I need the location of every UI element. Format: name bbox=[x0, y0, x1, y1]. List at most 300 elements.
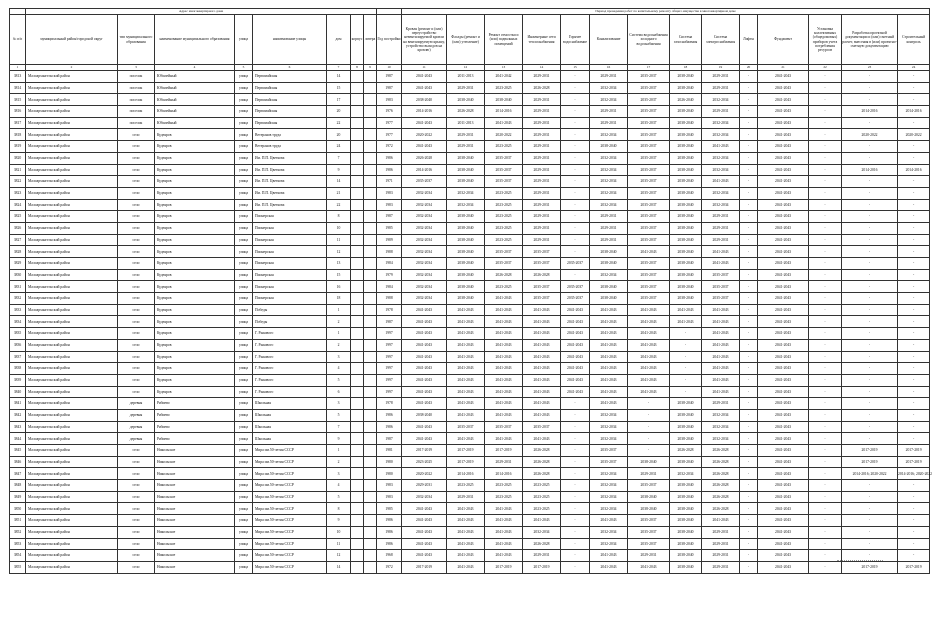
column-header: Лифты bbox=[740, 15, 758, 65]
table-cell: 2041-2043 bbox=[758, 445, 809, 457]
table-cell: - bbox=[898, 433, 930, 445]
table-cell: 3833 bbox=[10, 304, 26, 316]
table-cell: село bbox=[118, 211, 155, 223]
table-cell: улица bbox=[235, 71, 253, 83]
table-cell: село bbox=[118, 328, 155, 340]
table-cell: - bbox=[809, 129, 842, 141]
table-cell: 2041-2043 bbox=[758, 351, 809, 363]
table-cell: Им. П.П. Цветкова bbox=[253, 199, 327, 211]
table-cell: - bbox=[809, 374, 842, 386]
table-cell: - bbox=[898, 374, 930, 386]
table-cell: Кудеяров bbox=[155, 258, 235, 270]
table-cell: Кудеяров bbox=[155, 316, 235, 328]
table-cell: - bbox=[898, 141, 930, 153]
table-cell: 2020-2022 bbox=[842, 129, 898, 141]
table-cell: 3836 bbox=[10, 339, 26, 351]
table-cell: 2041-2043 bbox=[758, 269, 809, 281]
table-cell: 2041-2043 bbox=[628, 386, 670, 398]
table-cell: Мира им.50-летия СССР bbox=[253, 480, 327, 492]
table-cell: 2029-2031 bbox=[590, 71, 628, 83]
table-cell: 1984 bbox=[377, 258, 402, 270]
table-cell: Никольское bbox=[155, 468, 235, 480]
table-cell bbox=[364, 550, 377, 562]
table-cell: 2041-2043 bbox=[402, 526, 447, 538]
table-row bbox=[10, 339, 930, 351]
table-cell: 2029-2031 bbox=[702, 222, 740, 234]
table-cell: 2041-2043 bbox=[702, 176, 740, 188]
table-cell: 2035-2037 bbox=[523, 293, 561, 305]
table-cell: 2035-2037 bbox=[447, 421, 485, 433]
table-cell: 3814 bbox=[10, 82, 26, 94]
table-cell: - bbox=[898, 199, 930, 211]
table-cell: - bbox=[740, 351, 758, 363]
table-row bbox=[10, 351, 930, 363]
table-cell: 2026-2028 bbox=[485, 269, 523, 281]
table-cell: 2035-2037 bbox=[628, 71, 670, 83]
table-cell: 2041-2043 bbox=[702, 328, 740, 340]
table-cell: - bbox=[842, 374, 898, 386]
table-cell: 2041-2043 bbox=[523, 398, 561, 410]
table-cell: улица bbox=[235, 281, 253, 293]
table-cell bbox=[364, 106, 377, 118]
table-cell: - bbox=[842, 141, 898, 153]
table-cell: 2041-2043 bbox=[758, 234, 809, 246]
table-cell: деревня bbox=[118, 421, 155, 433]
table-cell: 2035-2037 bbox=[628, 269, 670, 281]
table-cell: улица bbox=[235, 176, 253, 188]
table-cell: 2041-2043 bbox=[561, 304, 590, 316]
table-cell: 2038-2040 bbox=[670, 561, 702, 573]
table-cell: Малоархангельский район bbox=[26, 129, 118, 141]
table-cell: 2014-2016 bbox=[898, 106, 930, 118]
table-cell: 2029-2031 bbox=[590, 211, 628, 223]
table-cell: 3816 bbox=[10, 106, 26, 118]
table-cell: Никольское bbox=[155, 515, 235, 527]
table-cell: 2032-2034 bbox=[402, 293, 447, 305]
table-cell: 2041-2043 bbox=[485, 339, 523, 351]
table-cell: 2041-2043 bbox=[758, 363, 809, 375]
table-cell: 2041-2043 bbox=[670, 304, 702, 316]
table-cell: 7 bbox=[327, 152, 351, 164]
table-cell: - bbox=[628, 445, 670, 457]
table-cell: 3815 bbox=[10, 94, 26, 106]
table-cell: 1976 bbox=[377, 106, 402, 118]
table-cell: 20 bbox=[327, 129, 351, 141]
table-cell: Кудеяров bbox=[155, 374, 235, 386]
table-row bbox=[10, 293, 930, 305]
table-cell: - bbox=[740, 117, 758, 129]
table-cell: Пионерская bbox=[253, 246, 327, 258]
table-cell: 1989 bbox=[377, 234, 402, 246]
table-cell: 2023-2025 bbox=[485, 234, 523, 246]
table-cell: - bbox=[740, 304, 758, 316]
table-cell: село bbox=[118, 269, 155, 281]
table-cell: 2035-2037 bbox=[485, 164, 523, 176]
table-cell: Никольское bbox=[155, 445, 235, 457]
table-cell: 1997 bbox=[377, 328, 402, 340]
table-cell: 2041-2043 bbox=[758, 538, 809, 550]
table-cell: - bbox=[809, 199, 842, 211]
table-cell: 2032-2034 bbox=[590, 421, 628, 433]
table-cell: улица bbox=[235, 503, 253, 515]
table-cell: 2032-2034 bbox=[702, 433, 740, 445]
table-cell: 2035-2037 bbox=[485, 258, 523, 270]
table-cell: 2038-2040 bbox=[447, 176, 485, 188]
table-cell bbox=[351, 374, 364, 386]
table-cell: улица bbox=[235, 363, 253, 375]
table-cell bbox=[364, 187, 377, 199]
table-cell: Мира им.50-летия СССР bbox=[253, 445, 327, 457]
table-cell: 2020-2022 bbox=[898, 129, 930, 141]
table-cell: - bbox=[809, 351, 842, 363]
table-cell bbox=[351, 281, 364, 293]
table-cell: 2017-2019 bbox=[898, 456, 930, 468]
table-cell: 2041-2043 bbox=[590, 316, 628, 328]
table-cell: - bbox=[740, 258, 758, 270]
table-cell: 2041-2043 bbox=[485, 398, 523, 410]
table-cell: 2029-2031 bbox=[523, 222, 561, 234]
table-cell: - bbox=[898, 269, 930, 281]
address-group-header: Адрес многоквартирного дома bbox=[26, 9, 377, 15]
table-cell: 2041-2043 bbox=[702, 246, 740, 258]
column-header: наименование муниципального образования bbox=[155, 15, 235, 65]
table-cell: 2035-2037 bbox=[485, 246, 523, 258]
table-cell: 4 bbox=[327, 363, 351, 375]
table-cell bbox=[364, 141, 377, 153]
table-cell: Малоархангельский район bbox=[26, 211, 118, 223]
table-cell: 3842 bbox=[10, 409, 26, 421]
table-cell: - bbox=[670, 339, 702, 351]
table-cell: 6 bbox=[327, 386, 351, 398]
table-cell: 2032-2034 bbox=[402, 269, 447, 281]
table-cell: 2032-2034 bbox=[670, 468, 702, 480]
table-cell: 2014-2016; 2020-2022 bbox=[842, 468, 898, 480]
table-cell: 2023-2025 bbox=[523, 491, 561, 503]
table-cell: Победы bbox=[253, 316, 327, 328]
table-cell: - bbox=[740, 316, 758, 328]
table-cell: поселок bbox=[118, 106, 155, 118]
table-cell: 2041-2043 bbox=[402, 328, 447, 340]
table-cell: 2029-2031 bbox=[523, 117, 561, 129]
table-cell: Никольское bbox=[155, 480, 235, 492]
table-cell bbox=[364, 386, 377, 398]
table-cell: 2041-2043 bbox=[485, 374, 523, 386]
table-cell: 2041-2043 bbox=[447, 550, 485, 562]
table-cell: 2041-2043 bbox=[758, 129, 809, 141]
table-cell: 2026-2040 bbox=[670, 94, 702, 106]
table-cell: 2017-2019 bbox=[523, 561, 561, 573]
table-cell bbox=[364, 456, 377, 468]
table-cell: 2014-2016 bbox=[402, 106, 447, 118]
table-cell: 1972 bbox=[377, 141, 402, 153]
table-cell: 1997 bbox=[377, 351, 402, 363]
table-cell: - bbox=[842, 117, 898, 129]
table-cell: - bbox=[628, 433, 670, 445]
column-number: 16 bbox=[590, 65, 628, 71]
table-cell: Малоархангельский район bbox=[26, 491, 118, 503]
table-cell bbox=[364, 94, 377, 106]
table-cell: Кудеяров bbox=[155, 363, 235, 375]
table-cell: 2041-2043 bbox=[447, 433, 485, 445]
table-cell: 2029-2031 bbox=[485, 456, 523, 468]
table-cell: 2038-2040 bbox=[670, 129, 702, 141]
table-cell: улица bbox=[235, 269, 253, 281]
table-row bbox=[10, 409, 930, 421]
table-cell: Кудеяров bbox=[155, 129, 235, 141]
table-cell: 2041-2043 bbox=[758, 480, 809, 492]
table-row bbox=[10, 421, 930, 433]
table-cell: 2026-2028 bbox=[702, 445, 740, 457]
table-cell: Мира им.50-летия СССР bbox=[253, 468, 327, 480]
table-cell: 14 bbox=[327, 561, 351, 573]
table-cell: 2035-2037 bbox=[628, 234, 670, 246]
table-cell: 2041-2043 bbox=[590, 386, 628, 398]
table-cell: Никольское bbox=[155, 538, 235, 550]
table-cell: 2041-2043 bbox=[447, 328, 485, 340]
table-cell: 1997 bbox=[377, 339, 402, 351]
table-cell: 3823 bbox=[10, 187, 26, 199]
column-number: 15 bbox=[561, 65, 590, 71]
table-cell: Мира им.50-летия СССР bbox=[253, 561, 327, 573]
table-cell: 2026-2028 bbox=[523, 445, 561, 457]
table-cell: - bbox=[561, 445, 590, 457]
column-header: Инженерные сети теплоснабжения bbox=[523, 15, 561, 65]
table-cell bbox=[351, 561, 364, 573]
table-cell: деревня bbox=[118, 409, 155, 421]
table-cell bbox=[351, 328, 364, 340]
column-number: 5 bbox=[235, 65, 253, 71]
table-cell: 2038-2040 bbox=[670, 199, 702, 211]
table-cell: 2041-2043 bbox=[402, 363, 447, 375]
table-cell: - bbox=[809, 246, 842, 258]
table-cell: улица bbox=[235, 374, 253, 386]
table-cell: улица bbox=[235, 398, 253, 410]
table-cell: 2038-2040 bbox=[670, 550, 702, 562]
table-cell: 2029-2031 bbox=[590, 222, 628, 234]
table-cell: - bbox=[561, 433, 590, 445]
table-cell: 2035-2037 bbox=[628, 480, 670, 492]
table-cell: Мира им.50-летия СССР bbox=[253, 456, 327, 468]
table-cell: - bbox=[670, 386, 702, 398]
table-cell: 2023-2025 bbox=[485, 480, 523, 492]
table-cell bbox=[351, 82, 364, 94]
table-cell: 2014-2016 bbox=[898, 164, 930, 176]
table-cell: 24 bbox=[327, 141, 351, 153]
table-cell: 20 bbox=[327, 106, 351, 118]
table-row bbox=[10, 386, 930, 398]
table-cell: - bbox=[740, 211, 758, 223]
table-cell: 3822 bbox=[10, 176, 26, 188]
table-cell: 2038-2040 bbox=[670, 106, 702, 118]
table-cell: - bbox=[809, 398, 842, 410]
table-cell: 14 bbox=[327, 71, 351, 83]
table-cell: - bbox=[561, 222, 590, 234]
table-cell: - bbox=[740, 491, 758, 503]
table-cell: 2041-2043 bbox=[758, 141, 809, 153]
table-cell: 2035-2037 bbox=[561, 293, 590, 305]
table-cell: 8 bbox=[327, 211, 351, 223]
table-cell bbox=[364, 433, 377, 445]
table-cell: - bbox=[898, 480, 930, 492]
table-cell: - bbox=[740, 409, 758, 421]
table-cell: 2041-2043 bbox=[590, 363, 628, 375]
table-cell: - bbox=[898, 491, 930, 503]
table-cell: - bbox=[670, 351, 702, 363]
table-cell: село bbox=[118, 468, 155, 480]
table-cell: 1986 bbox=[377, 409, 402, 421]
table-cell: село bbox=[118, 456, 155, 468]
table-cell: - bbox=[842, 538, 898, 550]
table-cell: 3821 bbox=[10, 164, 26, 176]
table-cell: 2035-2037 bbox=[561, 281, 590, 293]
table-cell: 2041-2043 bbox=[758, 222, 809, 234]
table-cell: 2041-2043 bbox=[447, 538, 485, 550]
table-cell: 2029-2031 bbox=[523, 199, 561, 211]
table-cell: - bbox=[842, 433, 898, 445]
table-cell: - bbox=[842, 304, 898, 316]
table-cell: 2041-2043 bbox=[447, 386, 485, 398]
table-cell: Кудеяров bbox=[155, 246, 235, 258]
table-cell: 9 bbox=[327, 433, 351, 445]
table-cell: 2020-2022 bbox=[402, 468, 447, 480]
table-cell bbox=[364, 129, 377, 141]
table-cell: 2038-2040 bbox=[670, 456, 702, 468]
table-cell: 2041-2043 bbox=[628, 363, 670, 375]
table-cell bbox=[351, 71, 364, 83]
table-cell: 2041-2043 bbox=[447, 526, 485, 538]
table-cell bbox=[364, 316, 377, 328]
table-cell: 2026-2028 bbox=[702, 503, 740, 515]
table-row bbox=[10, 129, 930, 141]
table-row bbox=[10, 316, 930, 328]
table-cell: - bbox=[809, 339, 842, 351]
table-cell bbox=[364, 117, 377, 129]
table-cell: 2032-2034 bbox=[590, 94, 628, 106]
table-cell: - bbox=[740, 164, 758, 176]
table-cell: поселок bbox=[118, 82, 155, 94]
table-cell: село bbox=[118, 293, 155, 305]
table-cell: 2041-2043 bbox=[402, 386, 447, 398]
table-cell: - bbox=[561, 561, 590, 573]
table-cell: 2032-2034 bbox=[590, 176, 628, 188]
table-cell: Малоархангельский район bbox=[26, 304, 118, 316]
table-cell: 2035-2037 bbox=[523, 281, 561, 293]
table-cell: Г. Рыкового bbox=[253, 351, 327, 363]
table-cell: Малоархангельский район bbox=[26, 339, 118, 351]
table-cell: Кудеяров bbox=[155, 234, 235, 246]
table-cell: - bbox=[561, 234, 590, 246]
table-cell: - bbox=[809, 304, 842, 316]
table-cell: 1987 bbox=[377, 211, 402, 223]
table-cell: улица bbox=[235, 152, 253, 164]
table-cell: - bbox=[561, 152, 590, 164]
column-number: 12 bbox=[447, 65, 485, 71]
table-cell: - bbox=[561, 468, 590, 480]
table-cell: 2038-2040 bbox=[402, 94, 447, 106]
table-cell: 1983 bbox=[377, 491, 402, 503]
table-cell: 3844 bbox=[10, 433, 26, 445]
table-cell: Первомайская bbox=[253, 117, 327, 129]
table-cell: село bbox=[118, 164, 155, 176]
table-cell: - bbox=[561, 94, 590, 106]
table-cell: 9 bbox=[327, 515, 351, 527]
table-cell: - bbox=[809, 269, 842, 281]
table-cell: улица bbox=[235, 491, 253, 503]
table-cell: 2032-2034 bbox=[402, 211, 447, 223]
table-cell: - bbox=[740, 94, 758, 106]
table-cell: 2032-2034 bbox=[702, 164, 740, 176]
table-row bbox=[10, 187, 930, 199]
table-cell: 2038-2040 bbox=[670, 480, 702, 492]
page-corner-mark bbox=[837, 560, 883, 570]
table-cell: 3 bbox=[327, 468, 351, 480]
table-cell: 2026-2028 bbox=[523, 269, 561, 281]
table-row bbox=[10, 480, 930, 492]
table-cell: 2041-2043 bbox=[758, 211, 809, 223]
table-cell: 2038-2040 bbox=[670, 117, 702, 129]
table-cell: 3831 bbox=[10, 281, 26, 293]
table-cell: Рябиево bbox=[155, 433, 235, 445]
table-cell: Школьная bbox=[253, 421, 327, 433]
table-cell bbox=[364, 246, 377, 258]
table-cell: 2038-2040 bbox=[670, 433, 702, 445]
table-cell: - bbox=[898, 363, 930, 375]
table-cell: 2029-2031 bbox=[447, 491, 485, 503]
table-cell: 14 bbox=[327, 176, 351, 188]
table-cell: 2032-2034 bbox=[402, 246, 447, 258]
table-cell: 3828 bbox=[10, 246, 26, 258]
column-header: Строительный контроль bbox=[898, 15, 930, 65]
table-cell: улица bbox=[235, 526, 253, 538]
table-cell: - bbox=[898, 246, 930, 258]
table-header bbox=[10, 9, 930, 71]
table-cell: 2041-2043 bbox=[758, 258, 809, 270]
table-cell: - bbox=[740, 187, 758, 199]
table-cell: - bbox=[740, 199, 758, 211]
table-cell: - bbox=[561, 71, 590, 83]
table-cell: - bbox=[561, 409, 590, 421]
table-cell: 2032-2034 bbox=[702, 152, 740, 164]
table-cell: 2029-2031 bbox=[447, 141, 485, 153]
table-cell: Малоархангельский район bbox=[26, 561, 118, 573]
table-cell: - bbox=[809, 456, 842, 468]
table-cell: - bbox=[740, 456, 758, 468]
table-row bbox=[10, 211, 930, 223]
table-cell: 2041-2043 bbox=[485, 538, 523, 550]
table-cell: - bbox=[898, 328, 930, 340]
table-cell: 2041-2043 bbox=[758, 316, 809, 328]
column-number: 24 bbox=[898, 65, 930, 71]
table-cell: - bbox=[842, 211, 898, 223]
table-cell: - bbox=[809, 106, 842, 118]
table-cell: - bbox=[561, 269, 590, 281]
table-cell: 2032-2034 bbox=[702, 409, 740, 421]
table-cell: улица bbox=[235, 421, 253, 433]
column-header: тип муниципального образования bbox=[118, 15, 155, 65]
table-cell: - bbox=[740, 374, 758, 386]
table-cell: Малоархангельский район bbox=[26, 258, 118, 270]
table-cell: - bbox=[628, 409, 670, 421]
table-cell bbox=[364, 503, 377, 515]
table-cell: 2041-2043 bbox=[402, 515, 447, 527]
table-cell: - bbox=[842, 515, 898, 527]
table-cell: - bbox=[842, 316, 898, 328]
table-cell: 2041-2043 bbox=[447, 409, 485, 421]
table-cell: 2026-2028 bbox=[702, 491, 740, 503]
table-cell: 2041-2043 bbox=[758, 152, 809, 164]
table-cell: Кудеяров bbox=[155, 152, 235, 164]
table-cell: - bbox=[842, 246, 898, 258]
